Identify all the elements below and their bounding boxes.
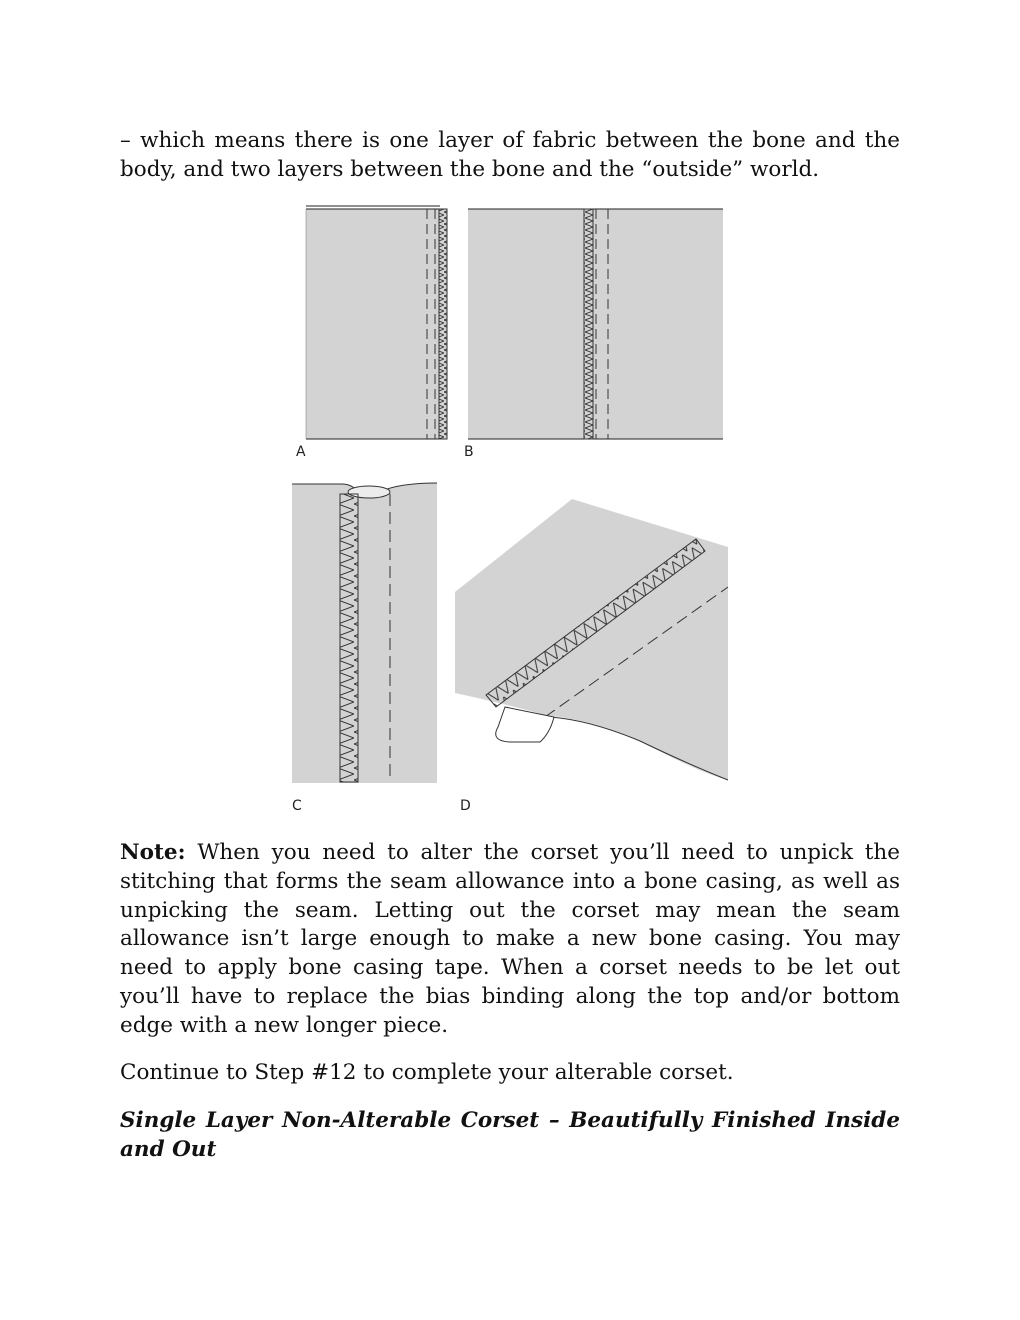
intro-paragraph: – which means there is one layer of fabric between the bone and the body, and two layers between the bone and the “outside” world. (120, 128, 900, 182)
note-text: When you need to alter the corset you’ll need to unpick the stitching that forms the seam allowance into a bone casing, as well as unpicking the seam. Letting out the corset may mean the seam allowance isn’t large enough to make a new bone casing. You may need to apply bone casing tape. When a corset needs to be let out you’ll have to replace the bias binding along the top and/or bottom edge with a new longer piece. (120, 840, 900, 1038)
note-paragraph (120, 839, 900, 1041)
continue-paragraph: Continue to Step #12 to complete your alterable corset. (120, 1060, 734, 1085)
figure-d-panel (450, 495, 730, 785)
section-heading: Single Layer Non-Alterable Corset – Beautifully Finished Inside and Out (120, 1108, 900, 1162)
figure-a-panel (300, 200, 450, 445)
figure-label-a: A (296, 444, 306, 460)
figure-label-c: C (292, 798, 302, 814)
figure-b-panel (465, 200, 727, 445)
note-label: Note: (120, 840, 186, 865)
figure-label-d: D (460, 798, 471, 814)
figure-label-b: B (464, 444, 474, 460)
figure-c-panel (290, 480, 440, 785)
